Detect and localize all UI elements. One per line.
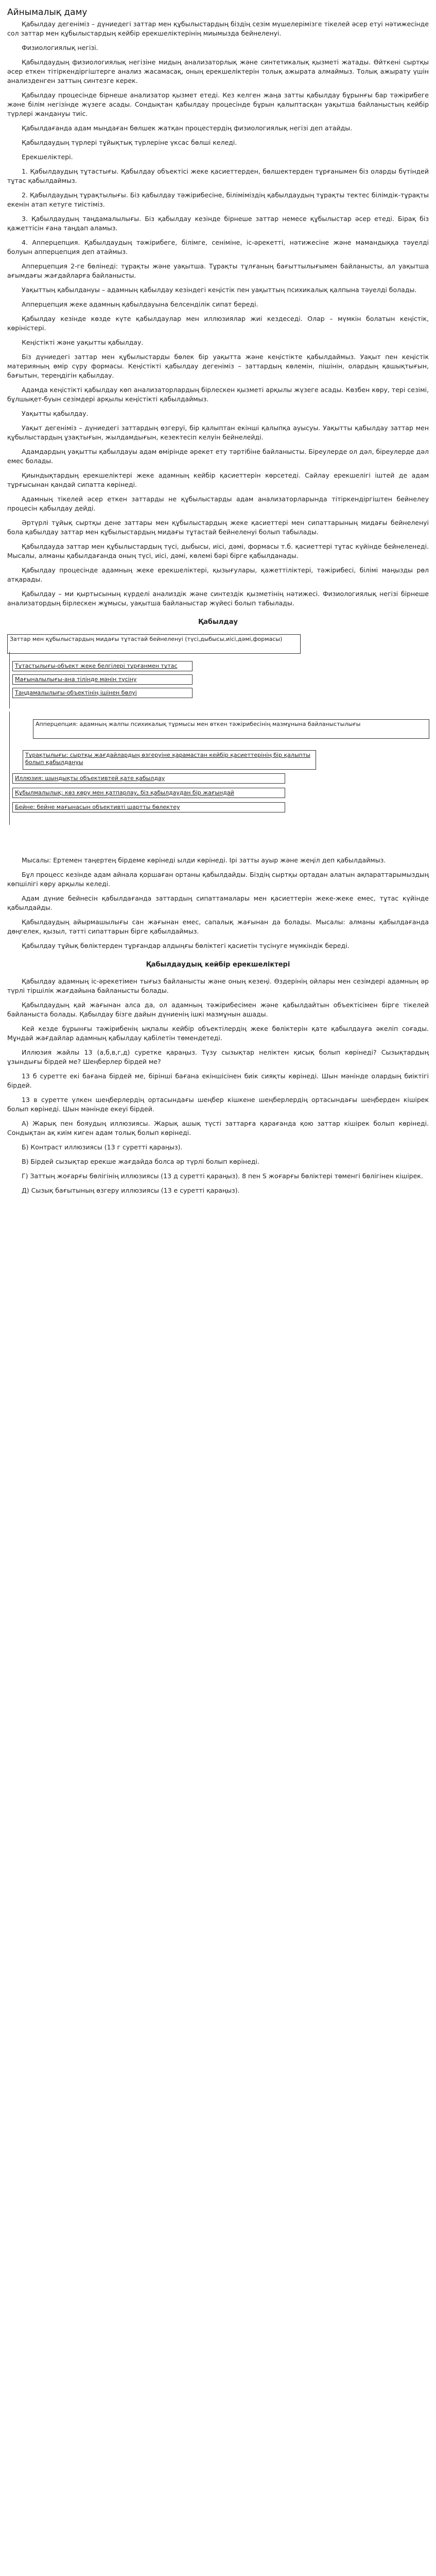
scheme-item-lower: Құбылмалылық: көз көру мен қатпарлау, біз қабылдаудан бір жағындай	[12, 788, 285, 798]
paragraph: Қабылдау – ми қыртысының күрделі анализдік және синтездік қызметінің нәтижесі. Физиологиялық негізі бірнеше анализатордың бірлескен жұмысы, уақытша байланыстар жүйесі болып табылады.	[7, 590, 429, 607]
paragraph: Уақыт дегеніміз – дүниедегі заттардың өзгеруі, бір қалыптан екінші қалыпқа ауысуы. Уақытты қабылдау заттар мен құбылыстардың ұзақтығын, жылдамдығын, кезектесіп келуін бейнелейді.	[7, 424, 429, 441]
scheme-item-lower: Тұрақтылығы: сыртқы жағдайлардың өзгеруіне қарамастан кейбір қасиеттерінің бір қалыпты болып қабылдануы	[23, 750, 316, 770]
paragraph: Адамдардың уақытты қабылдауы адам өмірінде әрекет ету тәртібіне байланысты. Біреулерде ол дәл, біреулерде дәл емес болады.	[7, 448, 429, 465]
paragraph: Қабылдауда заттар мен құбылыстардың түсі, дыбысы, иісі, дәмі, формасы т.б. қасиеттері тұтас күйінде бейнеленеді. Мысалы, алманы қабылдағанда оның түсі, иісі, дәмі, көлемі бәрі бірге қабылданады.	[7, 543, 429, 560]
scheme-item-lower: Бейне: бейне мағынасын объективті шартты бөлектеу	[12, 802, 285, 812]
paragraph: 1. Қабылдаудың тұтастығы. Қабылдау объектісі жеке қасиеттерден, бөлшектерден тұрғанымен біз оларды бүтіндей тұтас қабылдаймыз.	[7, 167, 429, 184]
connector-line	[9, 652, 10, 708]
paragraph: Қабылдаудың физиологиялық негізіне мидың анализаторлық және синтетикалық қызметі жатады. Өйткені сыртқы әсер еткен тітіркендіргіштерге анализ жасамасақ, оның ерекшеліктерін толық ажырата алмаймыз. Толық ажырату үшін анализденген заттың синтезге керек.	[7, 58, 429, 84]
paragraph: А) Жарық пен бояудың иллюзиясы. Жарық ашық түсті заттарға қарағанда қою заттар кішірек болып көрінеді. Сондықтан ақ киім киген адам толық болып көрінеді.	[7, 1120, 429, 1137]
scheme-heading: Қабылдау	[198, 618, 238, 626]
paragraph: 13 в суретте үлкен шеңберлердің ортасындағы шеңбер кішкене шеңберлердің ортасындағы шеңберден кішірек болып көрінеді. Шын мәнінде екеуі бірдей.	[7, 1096, 429, 1113]
scheme-item-left: Таңдамалылығы-объектінің ішінен бөлуі	[12, 688, 193, 698]
paragraph: 3. Қабылдаудың таңдамалылығы. Біз қабылдау кезінде бірнеше заттар немесе құбылыстар әсер етеді. Бірақ біз қажеттісін ғана таңдап аламыз.	[7, 215, 429, 232]
paragraph: Д) Сызық бағытының өзгеру иллюзиясы (13 е суретті қараңыз).	[22, 1187, 240, 1194]
paragraph: Апперцепция 2-ге бөлінеді: тұрақты және уақытша. Тұрақты тұлғаның бағыттылығымен байланысты, ал уақытша ағымдағы жағдайларға байланысты.	[7, 262, 429, 279]
section-heading: Кеңістікті және уақытты қабылдау.	[22, 338, 144, 346]
page-title: Айнымалық даму	[7, 7, 88, 18]
paragraph: Апперцепция жеке адамның қабылдауына белсенділік сипат береді.	[22, 300, 258, 308]
subsection-heading: Қабылдаудың кейбір ерекшеліктері	[146, 961, 290, 969]
paragraph: Мысалы: Ертемен таңертең бірдеме көрінеді ылди көрінеді. Ірі затты ауыр және жеңіл деп қабылдаймыз.	[22, 856, 386, 864]
scheme-item-left: Тұтастылығы-объект жеке белгілері тұрғанмен тұтас	[12, 661, 193, 671]
scheme-mid-note: Апперцепция: адамның жалпы психикалық тұрмысы мен өткен тәжірибесінің мазмұнына байланыстылығы	[33, 719, 429, 739]
document-page	[0, 0, 436, 1195]
paragraph: Адам дүние бейнесін қабылдағанда заттардың сипаттамалары мен қасиеттерін жеке-жеке емес, тұтас күйінде қабылдайды.	[7, 894, 429, 911]
scheme-center-box: Заттар мен құбылыстардың мидағы тұтастай бейнеленуі (түсі,дыбысы,иісі,дәмі,формасы)	[7, 634, 301, 654]
paragraph: Біз дүниедегі заттар мен құбылыстарды бөлек бір уақытта және кеңістікте қабылдаймыз. Уақыт пен кеңістік материяның өмір сүру формасы. Кеңістікті қабылдау дегеніміз – заттардың көлемін, пішінін, олардың қашықтығын, бағытын, тереңдігін қабылдау.	[7, 353, 429, 379]
paragraph: Қабылдау кезінде көзде күте қабылдаулар мен иллюзиялар жиі кездеседі. Олар – мүмкін болатын кеңістік, көріністері.	[7, 315, 429, 332]
section-heading: Қабылдаудың түрлері тұйықтық түрлеріне үксас бөлші келеді.	[22, 139, 237, 146]
section-heading: Уақытты қабылдау.	[22, 410, 89, 417]
paragraph: 13 б суретте екі бағана бірдей ме, бірінші бағана екіншісінен биік сияқты көрінеді. Шын мәнінде олардың биіктігі бірдей.	[7, 1072, 429, 1089]
paragraph: Бұл процесс кезінде адам айнала қоршаған ортаны қабылдайды. Біздің сыртқы ортадан алатын ақпараттарымыздың көпшілігі көру арқылы келеді.	[7, 871, 429, 888]
scheme-item-lower: Иллюзия: шындықты объективтей қате қабылдау	[12, 773, 285, 784]
paragraph: Қиындықтардың ерекшеліктері жеке адамның кейбір қасиеттерін көрсетеді. Сайлау ерекшелігі іштей де адам тұрғысынан қандай сипатта көрінеді.	[7, 471, 429, 488]
section-heading: Ерекшеліктері.	[22, 153, 73, 161]
perception-scheme	[7, 634, 429, 851]
paragraph: Физиологиялық негізі.	[22, 44, 98, 52]
paragraph: 2. Қабылдаудың тұрақтылығы. Біз қабылдау тәжірибесіне, біліміміздің қабылдаудың тұрақты тектес білімдік-тұрақты екенін атап кетуге тиістіміз.	[7, 191, 429, 208]
paragraph: Қабылдағанда адам мыңдаған бөлшек жатқан процестердің физиологиялық негізі деп атайды.	[22, 124, 353, 132]
paragraph: Қабылдаудың айырмашылығы сан жағынан емес, сапалық жағынан да болады. Мысалы: алманы қабылдағанда дөңгелек, қызыл, тәтті сипаттарын бірге қабылдаймыз.	[7, 918, 429, 935]
paragraph: Қабылдау адамның іс-әрекетімен тығыз байланысты және оның кезеңі. Өздерінің ойлары мен сезімдері адамның әр түрлі тіршілік жағдайына байланысты болады.	[7, 977, 429, 994]
paragraph: Кей кезде бұрынғы тәжірибенің ықпалы кейбір объектілердің жеке бөліктерін қате қабылдауға әкеліп соғады. Мұндай жағдайлар адамның қабылдау қабілетін төмендетеді.	[7, 1025, 429, 1042]
paragraph: Әртүрлі тұйық сыртқы дене заттары мен құбылыстардың жеке қасиеттері мен сипаттарының мидағы бейнеленуі бола қабылдау заттар мен құбылыстардың мидағы тұтастай бейнеленуі болып табылады.	[7, 519, 429, 536]
paragraph: Г) Заттың жоғарғы бөлігінің иллюзиясы (13 д суретті қараңыз). 8 пен S жоғарғы бөліктері төменгі бөлігінен кішірек.	[22, 1172, 423, 1180]
paragraph: Қабылдау тұйық бөліктерден тұрғандар алдыңғы бөліктегі қасиетін түсінуге мүмкіндік береді.	[22, 942, 350, 950]
paragraph: Қабылдау процесінде адамның жеке ерекшеліктері, қызығулары, қажеттіліктері, тәжірибесі, білімі маңызды рөл атқарады.	[7, 566, 429, 583]
paragraph: Қабылдау дегеніміз – дүниедегі заттар мен құбылыстардың біздің сезім мүшелерімізге тікелей әсер етуі нәтижесінде сол заттар мен құбылыстардың кейбір ерекшеліктерінің миымызда бейнеленуі.	[7, 20, 429, 37]
paragraph: Қабылдаудың қай жағынан алса да, ол адамның тәжірибесімен және қабылдайтын объектісімен бірге тікелей байланыста болады. Қабылдау бізге дайын дүниенің ішкі мазмұнын ашады.	[7, 1001, 429, 1018]
paragraph: Адамның тікелей әсер еткен заттарды не құбылыстарды адам анализаторларында тітіркендіргіштен бейнелеу процесін қабылдау дейді.	[7, 495, 429, 512]
paragraph: В) Бірдей сызықтар ерекше жағдайда болса әр түрлі болып көрінеді.	[22, 1158, 259, 1165]
paragraph: Адамда кеңістікті қабылдау көп анализаторлардың бірлескен қызметі арқылы жүзеге асады. Көзбен көру, тері сезімі, бұлшықет-буын сезімдері арқылы кеңістікті қабылдаймыз.	[7, 386, 429, 403]
paragraph: Иллюзия жайлы 13 (а,б,в,г,д) суретке қараңыз. Түзу сызықтар неліктен қисық болып көрінеді? Сызықтардың ұзындығы бірдей ме? Шеңберлер бірдей ме?	[7, 1048, 429, 1065]
paragraph: 4. Апперцепция. Қабылдаудың тәжірибеге, білімге, сеніміне, іс-әрекетті, нәтижесіне және мамандыққа тәуелді болуын апперцепция деп атаймыз.	[7, 239, 429, 256]
scheme-item-left: Мағыналылығы-ана тілінде мәнін түсіну	[12, 674, 193, 685]
connector-line	[9, 711, 10, 825]
paragraph: Б) Контраст иллюзиясы (13 г суретті қараңыз).	[22, 1143, 183, 1151]
paragraph: Қабылдау процесінде бірнеше анализатор қызмет етеді. Кез келген жаңа затты қабылдау бұрынғы бар тәжірибеге және білім негізінде жүзеге асады. Сондықтан қабылдау процесінде бұрын қалыптасқан уақытша байланыстың кейбір түрлері жандануы тиіс.	[7, 91, 429, 117]
paragraph: Уақыттың қабылдануы – адамның қабылдау кезіндегі кеңістік пен уақыттың психикалық қалпына тәуелді болады.	[22, 286, 417, 294]
